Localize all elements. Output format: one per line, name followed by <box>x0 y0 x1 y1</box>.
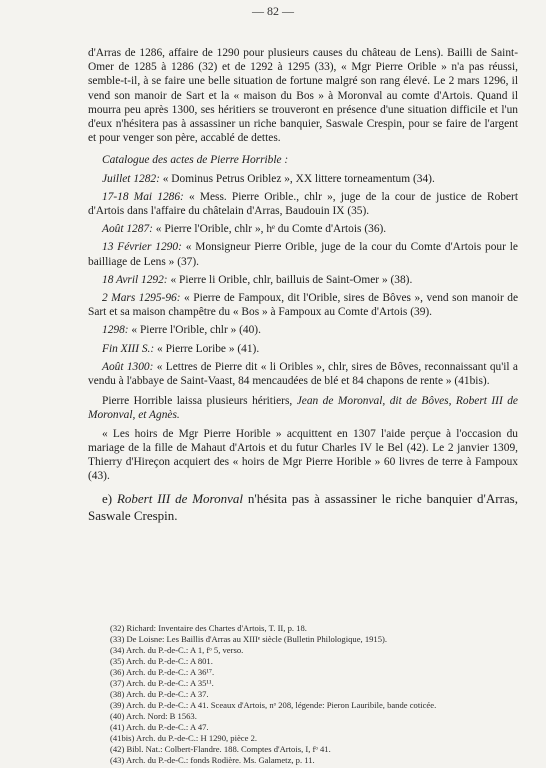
catalogue-entry <box>88 291 518 319</box>
section-subject: Robert III de Moronval <box>116 491 243 507</box>
main-text <box>88 46 518 524</box>
heirs-names: Jean de Moronval, dit de Bôves, Robert III de Moronval, et Agnès. <box>88 395 518 422</box>
footnote: (39) Arch. du P.-de-C.: A 41. Sceaux d'Artois, nᵒ 208, légende: Pieron Lauribile, bande coticée. <box>110 700 437 710</box>
catalogue-entry <box>88 222 518 236</box>
footnote: (40) Arch. Nord: B 1563. <box>110 711 197 721</box>
entry-date: Juillet 1282: <box>102 172 160 185</box>
footnote: (42) Bibl. Nat.: Colbert-Flandre. 188. Comptes d'Artois, I, fᵒ 41. <box>110 744 331 754</box>
catalogue-entry <box>88 323 518 337</box>
catalogue-entry <box>88 360 518 388</box>
footnote: (41bis) Arch. du P.-de-C.: H 1290, pièce 2. <box>110 733 258 743</box>
entry-date: 1298: <box>102 324 129 337</box>
entry-text: « Pierre l'Orible, chlr » (40). <box>128 324 261 337</box>
entry-date: 17-18 Mai 1286: <box>102 190 184 203</box>
catalogue-entry <box>88 342 518 356</box>
footnote: (33) De Loisne: Les Baillis d'Arras au XIIIᵉ siècle (Bulletin Philologique, 1915). <box>110 634 388 644</box>
entry-date: Août 1287: <box>102 223 153 236</box>
entry-text: « Pierre Loribe » (41). <box>154 342 260 355</box>
footnote: (34) Arch. du P.-de-C.: A 1, fᵒ 5, verso. <box>110 645 244 655</box>
heirs-paragraph: Pierre Horrible laissa plusieurs héritiers, Jean de Moronval, dit de Bôves, Robert III de Moronval, et Agnès. <box>88 395 518 422</box>
footnotes <box>110 623 520 766</box>
entry-date: Fin XIII S.: <box>102 342 155 355</box>
footnote: (35) Arch. du P.-de-C.: A 801. <box>110 656 213 666</box>
footnote: (32) Richard: Inventaire des Chartes d'Artois, T. II, p. 18. <box>110 623 307 633</box>
footnote: (41) Arch. du P.-de-C.: A 47. <box>110 722 209 732</box>
footnote: (36) Arch. du P.-de-C.: A 36¹⁷. <box>110 667 215 677</box>
section-e-paragraph: e) Robert III de Moronval n'hésita pas à assassiner le riche banquier d'Arras, Saswale Crespin. <box>88 491 518 523</box>
section-label: e) <box>102 491 117 507</box>
catalogue-entry <box>88 172 518 186</box>
footnote: (43) Arch. du P.-de-C.: fonds Rodière. Ms. Galametz, p. 11. <box>110 755 315 765</box>
catalogue-title: Catalogue des actes de Pierre Horrible : <box>102 154 289 167</box>
entry-text: « Monsigneur Pierre Orible, juge de la cour du Comte d'Artois pour le bailliage de Lens » (37). <box>88 241 518 268</box>
entry-date: Août 1300: <box>102 360 154 373</box>
footnote: (37) Arch. du P.-de-C.: A 35¹¹. <box>110 678 214 688</box>
entry-date: 18 Avril 1292: <box>102 273 168 286</box>
catalogue-entry <box>88 190 518 218</box>
footnote: (38) Arch. du P.-de-C.: A 37. <box>110 689 209 699</box>
entry-date: 13 Février 1290: <box>102 241 182 254</box>
entry-text: « Dominus Petrus Oriblez », XX littere torneamentum (34). <box>159 172 435 185</box>
entry-date: 2 Mars 1295-96: <box>102 292 181 305</box>
entry-text: « Lettres de Pierre dit « li Oribles », chlr, sires de Bôves, reconnaissant qu'il a vendu à l'abbaye de Saint-Vaast, 84 mencaudées de blé et 84 chapons de rente » (41bis). <box>88 360 518 388</box>
entry-text: « Pierre de Fampoux, dit l'Orible, sires de Bôves », vend son manoir de Sart et sa maison champêtre du « Bos » à Fampoux au Comte d'Artois (39). <box>88 292 518 319</box>
catalogue-entry <box>88 240 518 268</box>
entry-text: « Mess. Pierre Orible., chlr », juge de la cour de justice de Robert d'Artois dans l'affaire du châtelain d'Arras, Baudouin IX (35). <box>88 190 518 218</box>
intro-paragraph: d'Arras de 1286, affaire de 1290 pour plusieurs causes du château de Lens). Bailli de Saint-Omer de 1285 à 1286 (32) et de 1292 à 1295 (33), « Mgr Pierre Orible » n'a pas réussi, semble-t-il, à se faire une belle situation de fortune malgré son rang élevé. Le 2 mars 1296, il vend son manoir de Sart et la « maison du Bos » à Moronval au comte d'Artois. Quand il mourra peu après 1300, ses héritiers se trouveront en présence d'une situation difficile et l'un d'eux n'hésitera pas à assassiner un riche banquier, Saswale Crespin, pour se faire de l'argent et pour venger son père, accablé de dettes. <box>88 47 518 145</box>
entry-text: « Pierre l'Orible, chlr », hᵉ du Comte d'Artois (36). <box>152 223 387 236</box>
entry-text: « Pierre li Orible, chlr, bailluis de Saint-Omer » (38). <box>167 273 413 286</box>
page-number: — 82 — <box>252 4 294 18</box>
intro-section <box>88 46 518 145</box>
heirs-debt-paragraph: « Les hoirs de Mgr Pierre Horible » acquittent en 1307 l'aide perçue à l'occasion du mariage de la fille de Mahaut d'Artois et du futur Charles IV le Bel (42). Le 2 janvier 1309, Thierry d'Hireçon acquiert des « hoirs de Mgr Pierre Horible » 60 livres de terre à Fampoux (43). <box>88 427 518 483</box>
catalogue-entry <box>88 273 518 287</box>
